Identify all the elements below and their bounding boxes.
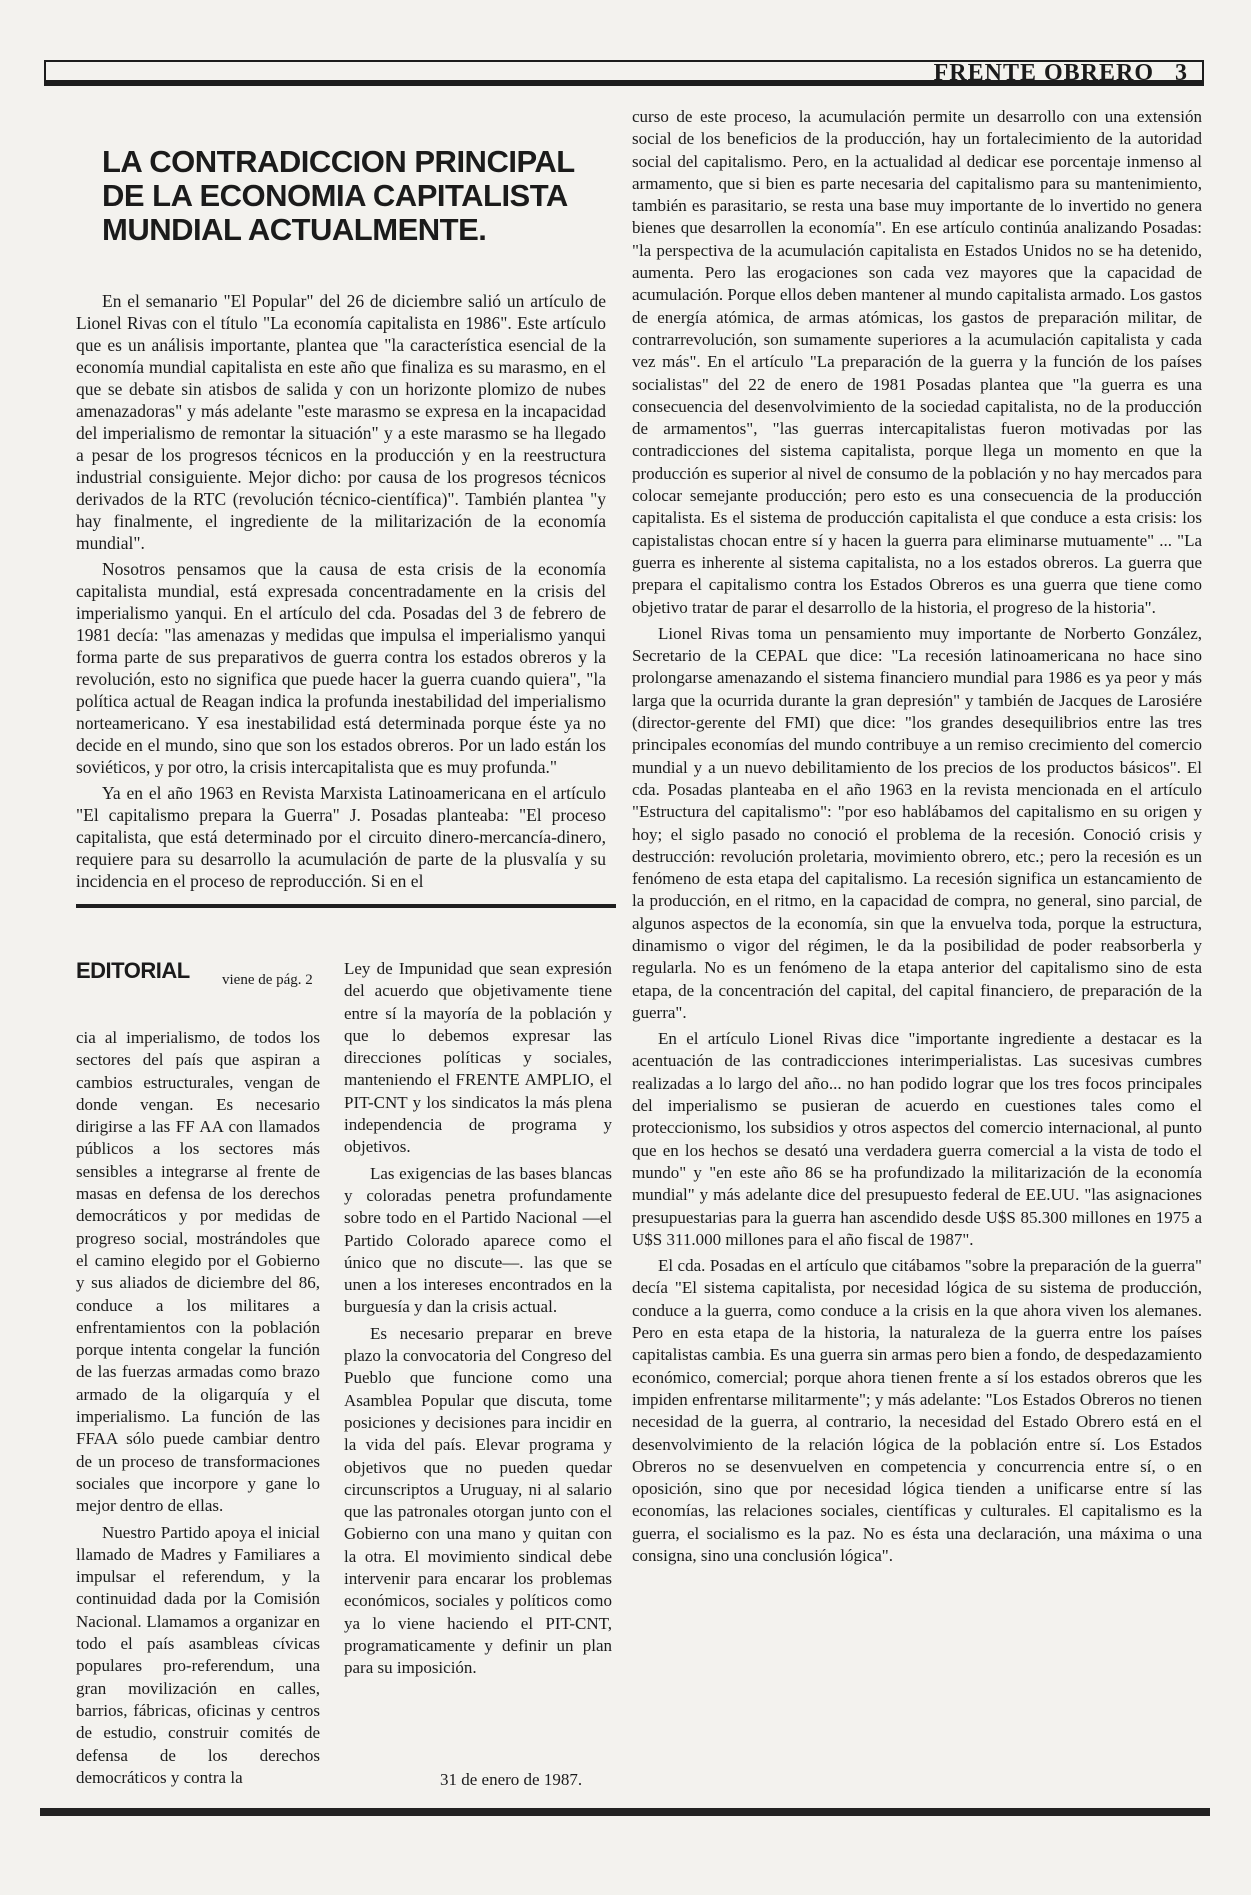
editorial-column-2 — [344, 958, 612, 1684]
editorial-date: 31 de enero de 1987. — [440, 1770, 583, 1789]
paragraph: Nuestro Partido apoya el inicial llamado de Madres y Familiares a impulsar el referendum, y la continuidad dada por la Comisión Nacional. Llamamos a organizar en todo el país asambleas cívicas populares pro-referendum, una gran movilización en calles, barrios, fábricas, oficinas y centros de estudio, construir comités de defensa de los derechos democráticos y contra la — [76, 1522, 320, 1787]
article-left-column — [76, 290, 606, 896]
paragraph: Lionel Rivas toma un pensamiento muy importante de Norberto González, Secretario de la CEPAL que dice: "La recesión latinoamericana no hace sino prolongarse amenazando el sistema financiero mundial para 1986 es ya peor y más larga que la ocurrida durante la gran depresión" y también de Jacques de Larosiére (director-gerente del FMI) que dice: "los grandes desequilibrios entre las tres principales economías del mundo contribuye a un remiso crecimiento del comercio mundial y a un nuevo debilitamiento de los precios de los productos básicos". El cda. Posadas planteaba en el año 1963 en la revista mencionada en el artículo "Estructura del capitalismo": "por eso hablábamos del capitalismo en su origen y hoy; el siglo pasado no conoció el problema de la recesión. Conoció crisis y destrucción: revolución proletaria, movimiento obrero, etc.; pero la recesión es un fenómeno de esta etapa del capitalismo. La recesión significa un estancamiento de la producción, en el ritmo, en la capacidad de compra, no general, sino parcial, de algunos aspectos de la economía, sin que la envuelva toda, porque la estructura, dinamismo o vigor del régimen, le da la posibilidad de poder reabsorberla y regularla. No es un fenómeno de la etapa anterior del capitalismo sino de esta etapa, de la concentración del capital, del capital financiero, de preparación de la guerra". — [632, 623, 1202, 1022]
paragraph: cia al imperialismo, de todos los sectores del país que aspiran a cambios estructurales, vengan de donde vengan. Es necesario dirigirse a las FF AA con llamados públicos a los sectores más sensibles a integrarse al frente de masas en defensa de los derechos democráticos y por medidas de progreso social, mostrándoles que el camino elegido por el Gobierno y sus aliados de diciembre del 86, conduce a los militares a enfrentamientos con la población porque intenta congelar la función de las fuerzas armadas como brazo armado de la oligarquía y el imperialismo. La función de las FFAA sólo puede cambiar dentro de un proceso de transformaciones sociales que incorpore y gane lo mejor dentro de ellas. — [76, 1028, 320, 1516]
paragraph: curso de este proceso, la acumulación permite un desarrollo con una extensión social de los beneficios de la producción, hay un fortalecimiento de la autoridad social del capitalismo. Pero, en la actualidad al dedicar ese porcentaje inmenso al armamento, que si bien es parte necesaria del capitalismo para su mantenimiento, también es parasitario, se resta una base muy importante de lo invertido no genera bienes que desarrollen la economía". En ese artículo continúa analizando Posadas: "la perspectiva de la acumulación capitalista en Estados Unidos no se ha detenido, aumenta. Pero las erogaciones son cada vez mayores que la capacidad de acumulación. Porque ellos deben mantener al mundo capitalista armado. Los gastos de energía atómica, de armas atómicas, los gastos de preparación militar, de contrarrevolución, son sumamente superiores a la acumulación capitalista y cada vez más". En el artículo "La preparación de la guerra y la función de los países socialistas" del 22 de enero de 1981 Posadas plantea que "la guerra es una consecuencia del desenvolvimiento de la sociedad capitalista, no de la producción de armamentos", "las guerras intercapitalistas fueron motivadas por las contradicciones del sistema capitalista, porque llega un momento en que la producción es superior al nivel de consumo de la población y no hay mercados para colocar semejante producción; pero esto es una consecuencia de la producción capitalista. Es el sistema de producción capitalista el que conduce a esta crisis: los capistalistas chocan entre sí y hacen la guerra para eliminarse mutuamente" ... "La guerra es inherente al sistema capitalista, no a los estados obreros. La guerra que prepara el capitalismo contra los Estados Obreros es una guerra que tiene como objetivo tratar de parar el desarrollo de la historia, el progreso de la historia". — [632, 107, 1202, 617]
paragraph: Es necesario preparar en breve plazo la convocatoria del Congreso del Pueblo que funcione como una Asamblea Popular que discuta, tome posiciones y decisiones para incidir en la vida del país. Elevar programa y objetivos que no pueden quedar circunscriptos a Uruguay, ni al salario que las patronales otorgan junto con el Gobierno con una mano y quitan con la otra. El movimiento sindical debe intervenir para encarar los problemas económicos, sociales y políticos como ya lo viene haciendo el PIT-CNT, programaticamente y definir un plan para su imposición. — [344, 1323, 612, 1678]
editorial-title: EDITORIAL — [76, 958, 190, 983]
paragraph: Ya en el año 1963 en Revista Marxista Latinoamericana en el artículo "El capitalismo prepara la Guerra" J. Posadas planteaba: "El proceso capitalista, que está determinado por el circuito dinero-mercancía-dinero, requiere para su desarrollo la acumulación de parte de la plusvalía y su incidencia en el proceso de reproducción. Si en el — [76, 783, 606, 891]
continued-from-note: viene de pág. 2 — [222, 972, 313, 988]
header-bar — [44, 60, 1204, 86]
paragraph: Ley de Impunidad que sean expresión del acuerdo que objetivamente tiene entre sí la mayoría de la población y que lo debemos expresar las direcciones políticas y sociales, manteniendo el FRENTE AMPLIO, el PIT-CNT y los sindicatos la más plena independencia de programa y objetivos. — [344, 959, 612, 1157]
article-headline: LA CONTRADICCION PRINCIPAL DE LA ECONOMIA CAPITALISTA MUNDIAL ACTUALMENTE. — [102, 144, 575, 247]
paragraph: En el artículo Lionel Rivas dice "importante ingrediente a destacar es la acentuación de las contradicciones interimperialistas. Las sucesivas cumbres realizadas a lo largo del año... no han podido lograr que los tres focos principales del imperialismo se pusieran de acuerdo en cuestiones tales como el proteccionismo, los subsidios y otros aspectos del comercio internacional, al punto que en los hechos se desató una verdadera guerra comercial a la vista de todo el mundo" y "en este año 86 se ha profundizado la militarización de la economía mundial" y más adelante dice del presupuesto federal de EE.UU. "las asignaciones presupuestarias para la guerra han ascendido desde U$S 85.300 millones en 1975 a U$S 311.000 millones para el año fiscal de 1987". — [632, 1029, 1202, 1249]
bottom-rule — [40, 1808, 1210, 1816]
paragraph: Las exigencias de las bases blancas y coloradas penetra profundamente sobre todo en el Partido Nacional —el Partido Colorado aparece como el único que no discute—. las que se unen a los intereses encontrados en la burguesía y dan la crisis actual. — [344, 1163, 612, 1317]
newspaper-title: FRENTE OBRERO 3 — [933, 60, 1188, 86]
page-number: 3 — [1175, 60, 1188, 86]
paragraph: Nosotros pensamos que la causa de esta crisis de la economía capitalista mundial, está expresada concentradamente en la crisis del imperialismo yanqui. En el artículo del cda. Posadas del 3 de febrero de 1981 decía: "las amenazas y medidas que impulsa el imperialismo yanqui forma parte de sus preparativos de guerra contra los estados obreros y la revolución, esto no significa que puede hacer la guerra cuando quiera", "la política actual de Reagan indica la profunda inestabilidad del imperialismo norteamericano. Y esa inestabilidad está determinada porque éste ya no decide en el mundo, sino que son los estados obreros. Por un lado están los soviéticos, y por otro, la crisis intercapitalista que es muy profunda." — [76, 559, 606, 777]
section-divider — [76, 904, 616, 908]
article-right-column — [632, 106, 1202, 1571]
paragraph: En el semanario "El Popular" del 26 de diciembre salió un artículo de Lionel Rivas con el título "La economía capitalista en 1986". Este artículo que es un análisis importante, plantea que "la característica esencial de la economía mundial capitalista en este año que finaliza es su marasmo, en el que se debate sin atisbos de salida y con un horizonte plomizo de nubes amenazadoras" y más adelante "este marasmo se expresa en la incapacidad del imperialismo de remontar la situación" y a este marasmo se ha llegado a pesar de los progresos técnicos en la producción y en la reestructura industrial consiguiente. Mejor dicho: por causa de los progresos técnicos derivados de la RTC (revolución técnico-científica)". También plantea "y hay finalmente, el ingrediente de la militarización de la economía mundial". — [76, 291, 606, 553]
paragraph: El cda. Posadas en el artículo que citábamos "sobre la preparación de la guerra" decía "El sistema capitalista, por necesidad lógica de su sistema de producción, conduce a la guerra, como conduce a la crisis en la que ahora viven los alemanes. Pero en esta etapa de la historia, la naturaleza de la guerra entre los países capitalistas cambia. Es una guerra sin armas pero bien a fondo, de despedazamiento económico, comercial; porque ahora tienen frente a sí los estados obreros que les impiden enfrentarse militarmente"; y más adelante: "Los Estados Obreros no tienen necesidad de la guerra, al contrario, la necesidad del Estado Obrero está en el desenvolvimiento de la relación lógica de la población entre sí. Los Estados Obreros no se desenvuelven en competencia y concurrencia entre sí, o en oposición, sino que por necesidad lógica tienden a unificarse entre sí las economías, las relaciones sociales, científicas y culturales. El capitalismo es la guerra, el socialismo es la paz. No es ésta una declaración, una máxima o una consigna, sino una conclusión lógica". — [632, 1256, 1202, 1565]
editorial-column-1 — [76, 1027, 320, 1793]
